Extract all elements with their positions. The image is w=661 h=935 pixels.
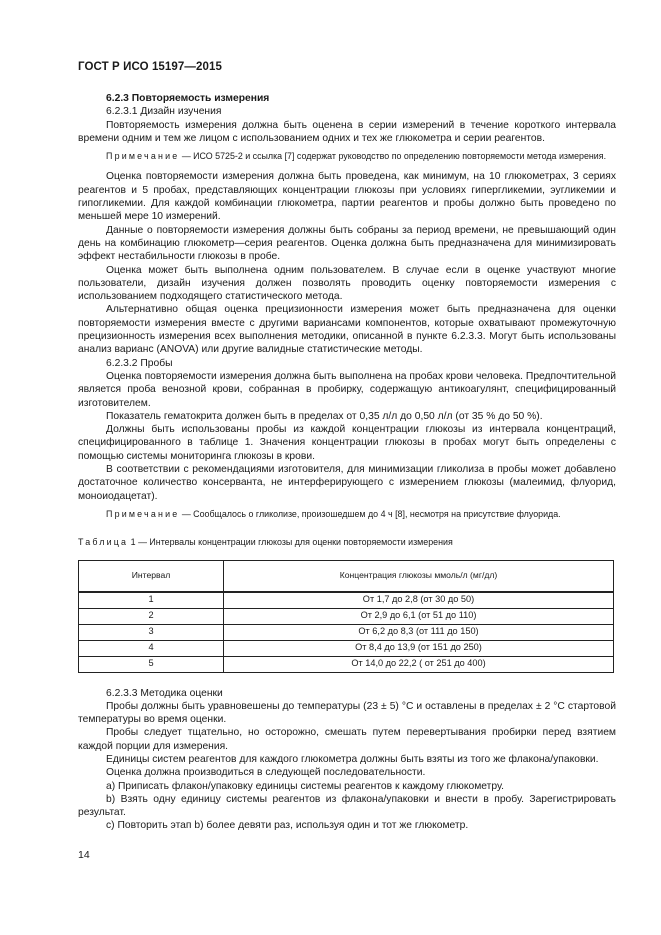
note-text: — ИСО 5725-2 и ссылка [7] содержат руководство по определению повторяемости метода измерения. (179, 151, 607, 162)
paragraph: Единицы систем реагентов для каждого глюкометра должны быть взяты из того же флакона/упаковки. (106, 753, 599, 765)
table-cell-concentration: От 1,7 до 2,8 (от 30 до 50) (224, 592, 614, 609)
table-caption-label: Таблица (78, 537, 129, 548)
document-header: ГОСТ Р ИСО 15197—2015 (78, 61, 223, 73)
table-row (79, 624, 614, 640)
section-heading: 6.2.3 Повторяемость измерения (106, 93, 270, 104)
table-cell-interval: 1 (79, 592, 224, 609)
table-row (79, 640, 614, 656)
table-cell-concentration: От 14,0 до 22,2 ( от 251 до 400) (224, 656, 614, 672)
paragraph: Альтернативно общая оценка прецизионности измерения может быть предназначена для оценки повторяемости измерения вместе с другими вариансами компонентов, которые охватывают промежуточную прецизионность измерения всех выполнения методики, описанной в пункте 6.2.3.3. Могут быть использованы анализ варианс (ANOVA) или другие валидные статистические методы. (78, 304, 616, 356)
note (78, 508, 616, 520)
table-row (79, 608, 614, 624)
subsection-heading: 6.2.3.2 Пробы (106, 357, 173, 369)
table-caption-text: 1 — Интервалы концентрации глюкозы для оценки повторяемости измерения (128, 537, 453, 548)
table-cell-concentration: От 8,4 до 13,9 (от 151 до 250) (224, 640, 614, 656)
paragraph: Пробы следует тщательно, но осторожно, смешать путем перевертывания пробирки перед взятием каждой порции для измерения. (78, 727, 616, 752)
paragraph: Оценка повторяемости измерения должна быть проведена, как минимум, на 10 глюкометрах, 3 сериях реагентов и 5 пробах, представляющих концентрации глюкозы при условиях гипергликемии, эугликемии и гипогликемии. Для каждой комбинации глюкометра, партии реагентов и пробы должно быть проведено по меньшей мере 10 измерений. (78, 171, 616, 223)
concentration-table (78, 560, 614, 673)
paragraph: Повторяемость измерения должна быть оценена в серии измерений в течение короткого интервала времени одним и тем же лицом с использованием одних и тех же глюкометра и серии реагентов. (78, 119, 616, 144)
list-item: c) Повторить этап b) более девяти раз, используя один и тот же глюкометр. (106, 820, 469, 832)
page-number: 14 (78, 849, 90, 861)
table-cell-concentration: От 6,2 до 8,3 (от 111 до 150) (224, 624, 614, 640)
note-label: Примечание (106, 508, 180, 519)
paragraph: Оценка повторяемости измерения должна быть выполнена на пробах крови человека. Предпочтительной является проба венозной крови, собранная в пробирку, содержащую антикоагулянт, специфицированный изготовителем. (78, 370, 616, 409)
table-cell-interval: 2 (79, 608, 224, 624)
table-row (79, 592, 614, 609)
paragraph: Данные о повторяемости измерения должны быть собраны за период времени, не превышающий один день на комбинацию глюкометр—серия реагентов. Оценка должна быть предназначена для минимизировать эффект нестабильности глюкозы в пробе. (78, 224, 616, 263)
note-text: — Сообщалось о гликолизе, произошедшем до 4 ч [8], несмотря на присутствие флуорида. (179, 508, 561, 519)
note-label: Примечание (106, 151, 180, 162)
table-cell-interval: 3 (79, 624, 224, 640)
paragraph: Оценка должна производиться в следующей последовательности. (106, 767, 426, 779)
paragraph: В соответствии с рекомендациями изготовителя, для минимизации гликолиза в пробы может добавлено достаточное количество консерванта, не интерферирующего с измерением глюкозы (малеимид, флуорид, моноиодацетат). (78, 464, 616, 502)
page-content (78, 92, 616, 833)
table-cell-interval: 5 (79, 656, 224, 672)
note (78, 150, 616, 162)
subsection-heading: 6.2.3.1 Дизайн изучения (106, 106, 222, 118)
subsection-heading: 6.2.3.3 Методика оценки (106, 687, 223, 699)
table-cell-interval: 4 (79, 640, 224, 656)
table-row (79, 656, 614, 672)
paragraph: Должны быть использованы пробы из каждой концентрации глюкозы из интервала концентраций, специфицированного в таблице 1. Значения концентрации глюкозы в пробах могут быть определены с помощью системы мониторинга глюкозы в крови. (78, 424, 616, 462)
paragraph: Оценка может быть выполнена одним пользователем. В случае если в оценке участвуют многие пользователи, дизайн изучения должен позволять проводить оценку повторяемости измерения с использованием подходящего статистического метода. (78, 264, 616, 303)
list-item: a) Приписать флакон/упаковку единицы системы реагентов к каждому глюкометру. (106, 780, 504, 792)
list-item: b) Взять одну единицу системы реагентов из флакона/упаковки и внести в пробу. Зарегистрировать результат. (78, 793, 616, 819)
paragraph: Пробы должны быть уравновешены до температуры (23 ± 5) °С и оставлены в пределах ± 2 °С стартовой температуры во время оценки. (78, 700, 616, 726)
table-header-row (79, 560, 614, 592)
column-header-concentration: Концентрация глюкозы ммоль/л (мг/дл) (224, 560, 614, 592)
table-caption (78, 536, 616, 549)
paragraph: Показатель гематокрита должен быть в пределах от 0,35 л/л до 0,50 л/л (от 35 % до 50 %). (106, 410, 543, 422)
table-cell-concentration: От 2,9 до 6,1 (от 51 до 110) (224, 608, 614, 624)
column-header-interval: Интервал (79, 560, 224, 592)
